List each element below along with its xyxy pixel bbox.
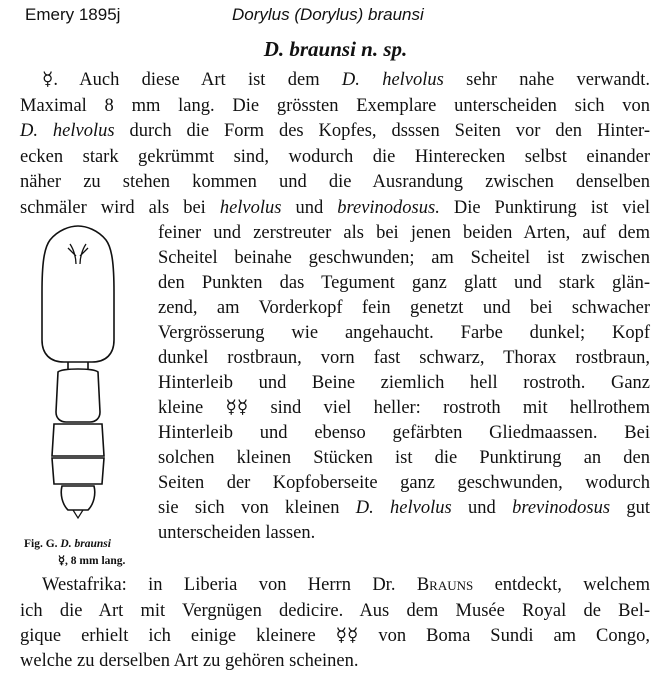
text-line: Hinterleib und ebenso gefärbten Gliedmaassen. Bei [158, 423, 650, 443]
text-line: schmäler wird als bei helvolus und brevinodosus. Die Punktirung ist viel [20, 198, 650, 218]
text-line: Maximal 8 mm lang. Die grössten Exemplare unterscheiden sich von [20, 96, 650, 116]
text-line: Vergrösserung wie angehaucht. Farbe dunkel; Kopf [158, 323, 650, 343]
text-line: sie sich von kleinen D. helvolus und brevinodosus gut [158, 498, 651, 518]
text-line: unterscheiden lassen. [158, 523, 316, 543]
figure-abdomen-1 [52, 424, 104, 456]
taxon-header: Dorylus (Dorylus) braunsi [232, 5, 424, 24]
species-title: D. braunsi n. sp. [263, 37, 408, 61]
figure-abdomen-2 [52, 458, 104, 484]
text-line: solchen kleinen Stücken ist die Punktirung an den [158, 448, 650, 468]
figure-head-notch [68, 244, 88, 264]
ant-worker-figure [28, 222, 128, 522]
text-line: den Punkten das Tegument ganz glatt und stark glän- [158, 273, 650, 293]
text-line: feiner und zerstreuter als bei jenen beiden Arten, auf dem [158, 223, 650, 243]
text-line: ecken stark gekrümmt sind, wodurch die Hinterecken selbst einander [20, 147, 650, 167]
text-line: Westafrika: in Liberia von Herrn Dr. Brauns entdeckt, welchem [42, 575, 651, 595]
text-line: näher zu stehen kommen und die Ausrandung zwischen denselben [20, 172, 650, 192]
figure-head [42, 226, 114, 362]
text-line: D. helvolus durch die Form des Kopfes, dsssen Seiten vor den Hinter- [20, 121, 650, 141]
citation-header: Emery 1895j [25, 5, 121, 24]
text-line: gique erhielt ich einige kleinere ☿☿ von Boma Sundi am Congo, [20, 626, 650, 646]
text-line: Scheitel beinahe geschwunden; am Scheitel ist zwischen [158, 248, 650, 268]
figure-thorax [56, 369, 100, 422]
text-line: Seiten der Kopfoberseite ganz geschwunden, wodurch [158, 473, 650, 493]
text-line: ☿. Auch diese Art ist dem D. helvolus sehr nahe verwandt. [42, 70, 651, 90]
text-line: welche zu derselben Art zu gehören scheinen. [20, 651, 359, 671]
figure-abdomen-tip [61, 486, 95, 510]
text-line: dunkel rostbraun, vorn fast schwarz, Thorax rostbraun, [158, 348, 650, 368]
text-line: Hinterleib und Beine ziemlich hell rostroth. Ganz [158, 373, 650, 393]
text-line: kleine ☿☿ sind viel heller: rostroth mit hellrothem [158, 398, 650, 418]
figure-caption-size: ☿, 8 mm lang. [58, 555, 126, 567]
figure-caption: Fig. G. D. braunsi [24, 538, 111, 550]
text-line: zend, am Vorderkopf fein genetzt und bei schwacher [158, 298, 650, 318]
figure-sting [73, 510, 83, 518]
text-line: ich die Art mit Vergnügen dedicire. Aus dem Musée Royal de Bel- [20, 601, 650, 621]
